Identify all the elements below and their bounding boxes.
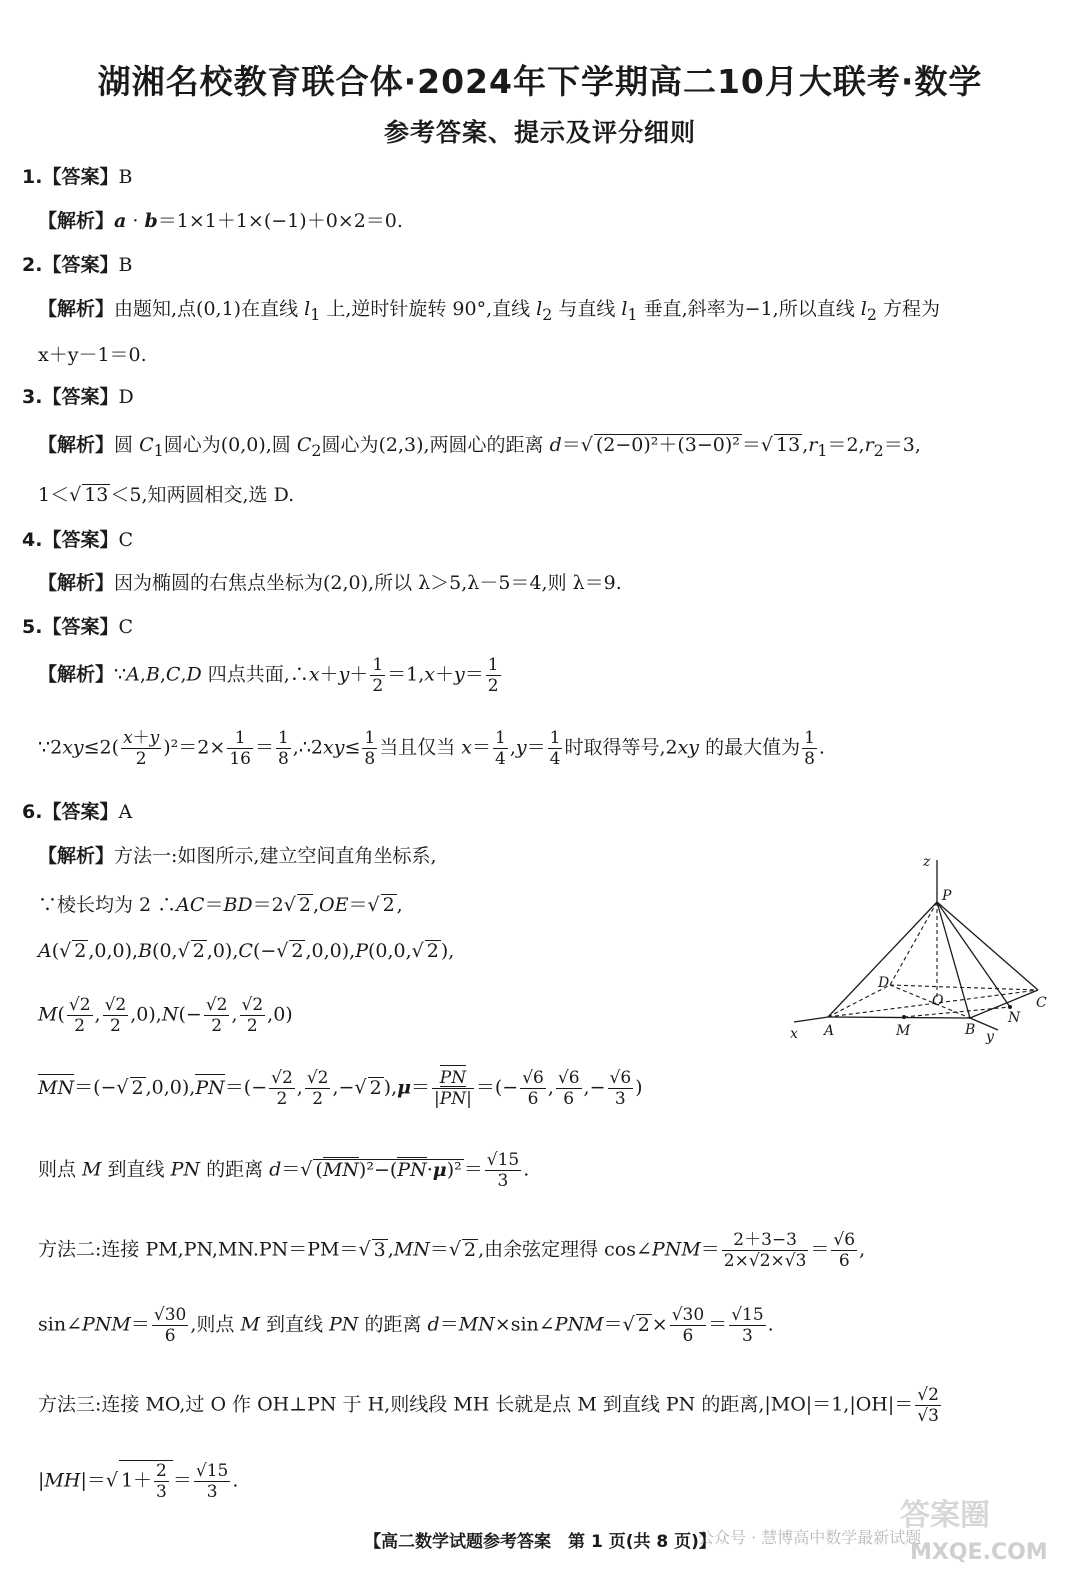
fig-label-x: x (790, 1026, 798, 1042)
pyramid-figure (780, 850, 1070, 1050)
fig-label-m: M (896, 1023, 911, 1039)
q6-line-mn: M( $\frac{√2}{2}$ , $\frac{√2}{2}$ ,0),N(− $\frac{√2}{2}$ , $\frac{√2}{2}$ ,0) (38, 995, 293, 1036)
q6-line-vectors: MN＝(−√ 2 ,0,0),PN＝(− $\frac{√2}{2}$ , $\frac{√2}{2}$ ,−√ 2 ),μ＝ $\frac{PN}{|PN|}$ ＝(− $\frac{√6}{6}$ , $\frac{√6}{6}$ ,− $\frac{√6}{3}$ ) (38, 1068, 643, 1109)
fig-label-b: B (965, 1022, 976, 1038)
page-footer: 【高二数学试题参考答案 第 1 页(共 8 页)】 (364, 1532, 716, 1552)
fig-label-z: z (923, 854, 931, 870)
q6-method3-line2: |MH|＝√ 1＋ $\frac{2}{3}$ ＝ $\frac{√15}{3}$ . (38, 1461, 239, 1502)
q5-analysis-line: 【解析】∵A,B,C,D 四点共面,∴x＋y＋ $\frac{1}{2}$ ＝1,x＋y＝ $\frac{1}{2}$ (38, 655, 499, 696)
q1-analysis-line: 【解析】a · b＝1×1＋1×(−1)＋0×2＝0. (38, 210, 403, 232)
q1-answer-line: 1.【答案】B (22, 166, 133, 188)
page-subtitle: 参考答案、提示及评分细则 (383, 118, 696, 147)
watermark: 答案圈 (900, 1498, 990, 1533)
answer-label: 【答案】 (42, 166, 119, 188)
q4-answer: C (118, 529, 134, 551)
fig-label-p: P (942, 888, 952, 904)
q5-analysis-line2: ∵2xy≤2( $\frac{x+y}{2}$ )²＝2× $\frac{1}{16}$ ＝ $\frac{1}{8}$ ,∴2xy≤ $\frac{1}{8}$ 当且仅当 x＝ $\frac{1}{4}$ ,y＝ $\frac{1}{4}$ 时取得等号,2xy 的最大值为 $\frac{1}{8}$ . (38, 728, 825, 769)
q2-analysis-line: 【解析】由题知,点(0,1)在直线 $l_1$ 上,逆时针旋转 90°,直线 $l_2$ 与直线 $l_1$ 垂直,斜率为−1,所以直线 $l_2$ 方程为 (38, 298, 940, 324)
q5-answer-line: 5.【答案】C (22, 616, 134, 638)
fig-label-d: D (878, 975, 890, 991)
q3-analysis-line2: 1＜√ 13 ＜5,知两圆相交,选 D. (38, 484, 295, 506)
q4-analysis-line: 【解析】因为椭圆的右焦点坐标为(2,0),所以 λ＞5,λ－5＝4,则 λ＝9. (38, 572, 622, 594)
q3-answer-line: 3.【答案】D (22, 386, 134, 408)
q6-line-distance1: 则点 M 到直线 PN 的距离 d＝√ (MN)²−(PN·μ)² ＝ $\frac{√15}{3}$ . (38, 1150, 530, 1191)
fig-label-a: A (824, 1023, 835, 1039)
analysis-label: 【解析】 (38, 210, 115, 232)
fig-label-n: N (1008, 1010, 1021, 1026)
fig-label-o: O (932, 993, 944, 1009)
q2-answer: B (118, 254, 133, 276)
q2-equation: x＋y－1＝0. (38, 344, 147, 366)
fig-label-c: C (1036, 995, 1047, 1011)
q6-answer: A (118, 801, 133, 823)
q6-analysis-line: 【解析】方法一:如图所示,建立空间直角坐标系, (38, 845, 437, 867)
q6-answer-line: 6.【答案】A (22, 801, 133, 823)
q2-answer-line: 2.【答案】B (22, 254, 133, 276)
page-title: 湖湘名校教育联合体·2024年下学期高二10月大联考·数学 (97, 62, 983, 101)
watermark-sub: MXQE.COM (910, 1540, 1048, 1565)
q4-answer-line: 4.【答案】C (22, 529, 134, 551)
footer-note: 公众号 · 慧博高中数学最新试题 (698, 1528, 922, 1547)
q6-line-edges: ∵棱长均为 2 ∴AC＝BD＝2√ 2 ,OE＝√ 2 , (38, 894, 403, 916)
q1-answer: B (118, 166, 133, 188)
fig-label-y: y (986, 1029, 994, 1045)
q5-answer: C (118, 616, 134, 638)
q6-line-points: A(√ 2 ,0,0),B(0,√ 2 ,0),C(−√ 2 ,0,0),P(0,0,√ 2 ), (38, 940, 455, 962)
q6-method2-line2: sin∠PNM＝ $\frac{√30}{6}$ ,则点 M 到直线 PN 的距离 d＝MN×sin∠PNM＝√ 2 × $\frac{√30}{6}$ ＝ $\frac{√15}{3}$ . (38, 1305, 774, 1346)
q6-method3: 方法三:连接 MO,过 O 作 OH⊥PN 于 H,则线段 MH 长就是点 M 到直线 PN 的距离,|MO|＝1,|OH|＝ $\frac{√2}{√3}$ (38, 1385, 939, 1426)
q3-analysis-line: 【解析】圆 $C_1$圆心为(0,0),圆 $C_2$圆心为(2,3),两圆心的距离 d＝√ (2−0)²＋(3−0)² ＝√ 13 $,r_1=2,r_2=3$, (38, 434, 921, 460)
q3-answer: D (118, 386, 134, 408)
q6-method2: 方法二:连接 PM,PN,MN.PN＝PM＝√ 3 ,MN＝√ 2 ,由余弦定理得 cos∠PNM＝ $\frac{2+3-3}{2\times√2\times√3}$ ＝ $\frac{√6}{6}$ , (38, 1230, 866, 1271)
